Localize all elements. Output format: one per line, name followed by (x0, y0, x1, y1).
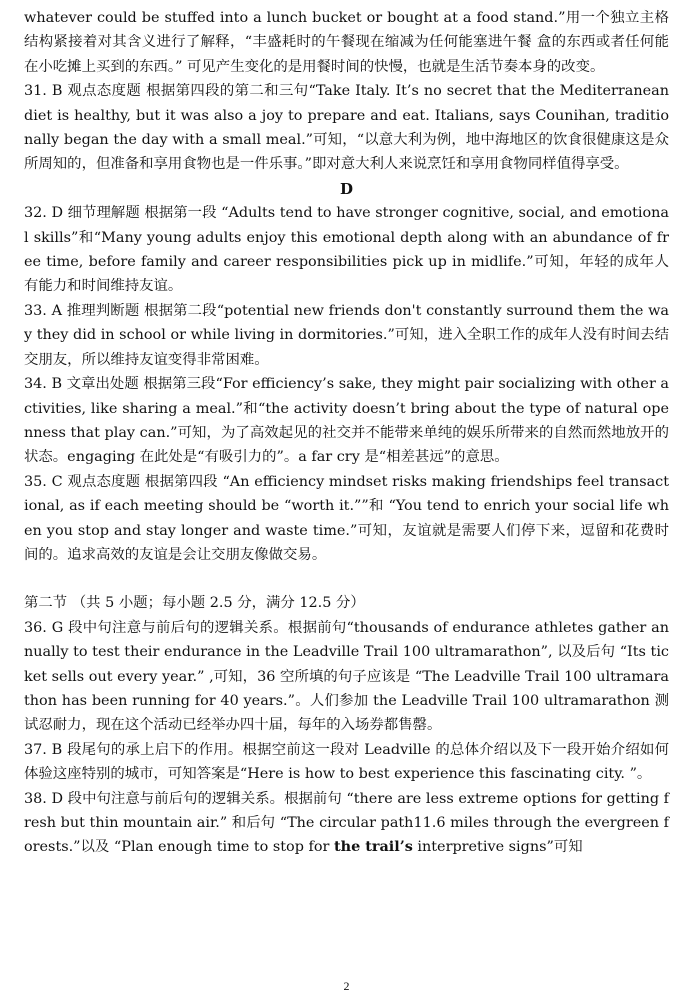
section-d-heading: D (339, 179, 353, 198)
paragraph-answer-35: 35. C 观点态度题 根据第四段 “An efficiency mindset risks making friendships feel transactional, as if each meeting should be “worth it.””和 “You tend to enrich your social life when you stop and stay longer and waste time.”可知，友谊就是需要人们停下来，逗留和花费时间的。追求高效的友谊是会让交朋友像做交易。 (24, 473, 669, 563)
section-2-heading: 第二节 （共 5 小题；每小题 2.5 分，满分 12.5 分） (24, 595, 365, 612)
paragraph-answer-36: 36. G 段中句注意与前后句的逻辑关系。根据前句“thousands of endurance athletes gather annually to test their endurance in the Leadville Trail 100 ultramarathon”, 以及后句 “Its ticket sells out every year.” ,可知，36 空所填的句子应该是 “The Leadville Trail 100 ultramarathon has been running for 40 years.”。人们参加 the Leadville Trail 100 ultramarathon 测试忍耐力，现在这个活动已经举办四十届，每年的入场券都售罄。 (24, 619, 669, 734)
paragraph-answer-38 (24, 787, 669, 860)
answer-38-text: 38. D 段中句注意与前后句的逻辑关系。根据前句 “there are less extreme options for getting fresh but thin mountain air.” 和后句 “The circular path11.6 miles through the evergreen forests.”以及 “Plan enough time to stop for (24, 790, 669, 856)
paragraph-continued-30: whatever could be stuffed into a lunch bucket or bought at a food stand.”用一个独立主格结构紧接着对其含义进行了解释，“丰盛耗时的午餐现在缩减为任何能塞进午餐 盒的东西或者任何能在小吃摊上买到的东西。” 可见产生变化的是用餐时间的快慢，也就是生活节奏本身的改变。 (24, 10, 669, 75)
paragraph-answer-34: 34. B 文章出处题 根据第三段“For efficiency’s sake, they might pair socializing with other activities, like sharing a meal.”和“the activity doesn’t bring about the type of natural openness that play can.”可知，为了高效起见的社交并不能带来单纯的娱乐所带来的自然而然地放开的状态。engaging 在此处是“有吸引力的”。a far cry 是“相差甚远”的意思。 (24, 376, 669, 466)
blank-gap (24, 567, 669, 591)
paragraph-answer-37: 37. B 段尾句的承上启下的作用。根据空前这一段对 Leadville 的总体介绍以及下一段开始介绍如何体验这座特别的城市，可知答案是“Here is how to best experience this fascinating city. ”。 (24, 741, 669, 783)
answer-38-text-end: interpretive signs”可知 (412, 839, 583, 856)
paragraph-answer-32: 32. D 细节理解题 根据第一段 “Adults tend to have stronger cognitive, social, and emotional skills”和“Many young adults enjoy this emotional depth along with an abundance of free time, before family and career responsibilities pick up in midlife.”可知，年轻的成年人有能力和时间维持友谊。 (24, 205, 669, 295)
paragraph-answer-31: 31. B 观点态度题 根据第四段的第二和三句“Take Italy. It’s no secret that the Mediterranean diet is healthy, but it was also a joy to prepare and eat. Italians, says Counihan, traditionally began the day with a small meal.”可知，“以意大利为例，地中海地区的饮食很健康这是众所周知的，但准备和享用食物也是一件乐事。”即对意大利人来说烹饪和享用食物同样值得享受。 (24, 83, 669, 173)
page-number: 2 (343, 979, 350, 993)
paragraph-answer-33: 33. A 推理判断题 根据第二段“potential new friends don't constantly surround them the way they did in school or while living in dormitories.”可知，进入全职工作的成年人没有时间去结交朋友，所以维持友谊变得非常困难。 (24, 302, 669, 368)
answer-38-bold-text: the trail’s (333, 838, 413, 856)
